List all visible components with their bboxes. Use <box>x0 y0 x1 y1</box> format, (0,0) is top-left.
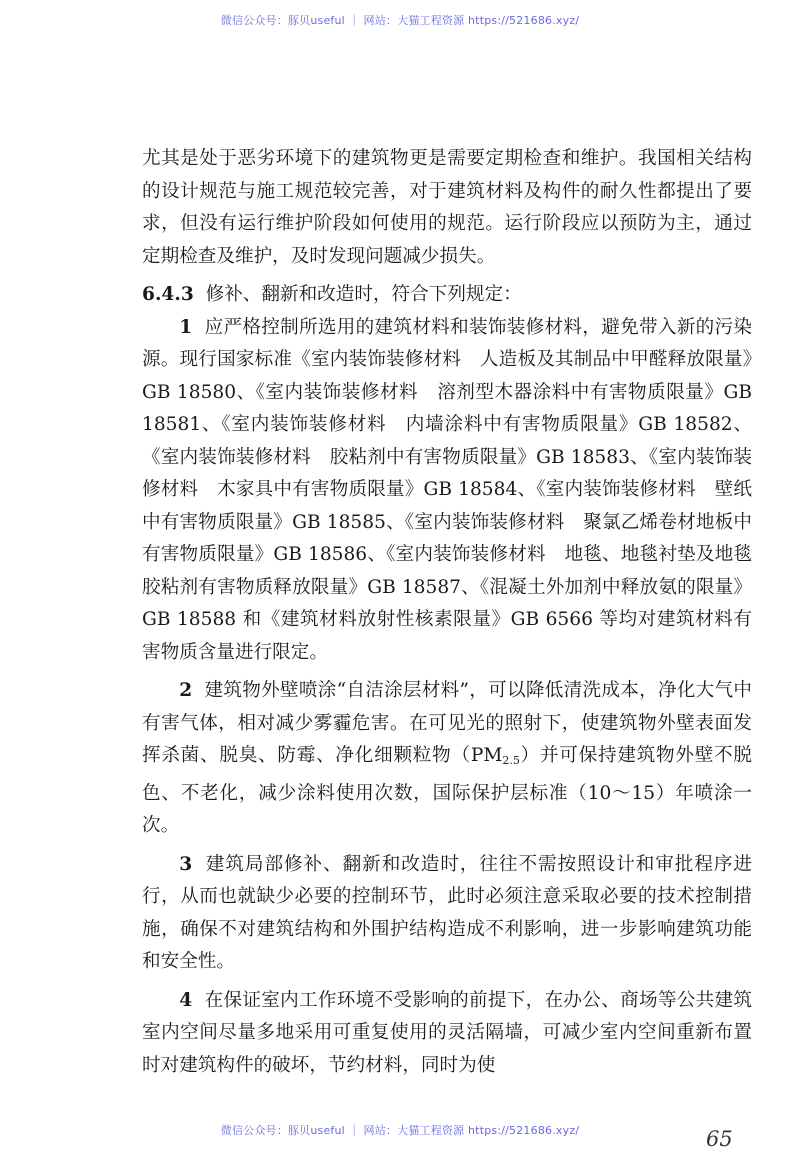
watermark-bottom: 微信公众号：豚贝useful ｜ 网站：大猫工程资源 https://521686.xyz/ <box>220 1124 580 1137</box>
clause-number: 6.4.3 <box>142 284 194 305</box>
item-3 <box>142 849 752 979</box>
item-3-text: 建筑局部修补、翻新和改造时，往往不需按照设计和审批程序进行，从而也就缺少必要的控制环节，此时必须注意采取必要的技术控制措施，确保不对建筑结构和外围护结构造成不利影响，进一步影响建筑功能和安全性。 <box>142 853 752 972</box>
intro-paragraph: 尤其是处于恶劣环境下的建筑物更是需要定期检查和维护。我国相关结构的设计规范与施工规范较完善，对于建筑材料及构件的耐久性都提出了要求，但没有运行维护阶段如何使用的规范。运行阶段应以预防为主，通过定期检查及维护，及时发现问题减少损失。 <box>142 148 752 267</box>
pm-subscript: 2.5 <box>502 754 520 767</box>
item-1-number: 1 <box>179 316 193 338</box>
item-2-text-cont: ）并可保持建筑物外壁不脱色、不老化，减少涂料使用次数，国际保护层标准（10～15）年喷涂一次。 <box>142 745 752 836</box>
watermark-top: 微信公众号：豚贝useful ｜ 网站：大猫工程资源 https://521686.xyz/ <box>220 14 580 27</box>
item-2 <box>142 675 752 843</box>
item-3-number: 3 <box>179 853 193 875</box>
item-4-text: 在保证室内工作环境不受影响的前提下，在办公、商场等公共建筑室内空间尽量多地采用可重复使用的灵活隔墙，可减少室内空间重新布置时对建筑构件的破坏，节约材料，同时为使 <box>142 989 752 1076</box>
page-body <box>142 143 752 1082</box>
item-4 <box>142 985 752 1083</box>
item-2-text: 建筑物外壁喷涂“自洁涂层材料”，可以降低清洗成本，净化大气中有害气体，相对减少雾霾危害。在可见光的照射下，使建筑物外壁表面发挥杀菌、脱臭、防霉、净化细颗粒物（PM <box>142 680 753 766</box>
item-1 <box>142 312 752 670</box>
item-4-number: 4 <box>179 989 193 1011</box>
item-2-number: 2 <box>179 680 193 701</box>
item-1-text: 应严格控制所选用的建筑材料和装饰装修材料，避免带入新的污染源。现行国家标准《室内装饰装修材料 人造板及其制品中甲醛释放限量》GB 18580、《室内装饰装修材料 溶剂型木器涂料中有害物质限量》GB 18581、《室内装饰装修材料 内墙涂料中有害物质限量》GB 18582、《室内装饰装修材料 胶粘剂中有害物质限量》GB 18583、《室内装饰装修材料 木家具中有害物质限量》GB 18584、《室内装饰装修材料 壁纸中有害物质限量》GB 18585、《室内装饰装修材料 聚氯乙烯卷材地板中有害物质限量》GB 18586、《室内装饰装修材料 地毯、地毯衬垫及地毯胶粘剂有害物质释放限量》GB 18587、《混凝土外加剂中释放氨的限量》GB 18588 和《建筑材料放射性核素限量》GB 6566 等均对建筑材料有害物质含量进行限定。 <box>142 316 752 663</box>
page-number: 65 <box>706 1127 733 1151</box>
clause-heading <box>142 279 752 312</box>
clause-title: 修补、翻新和改造时，符合下列规定： <box>205 284 522 305</box>
